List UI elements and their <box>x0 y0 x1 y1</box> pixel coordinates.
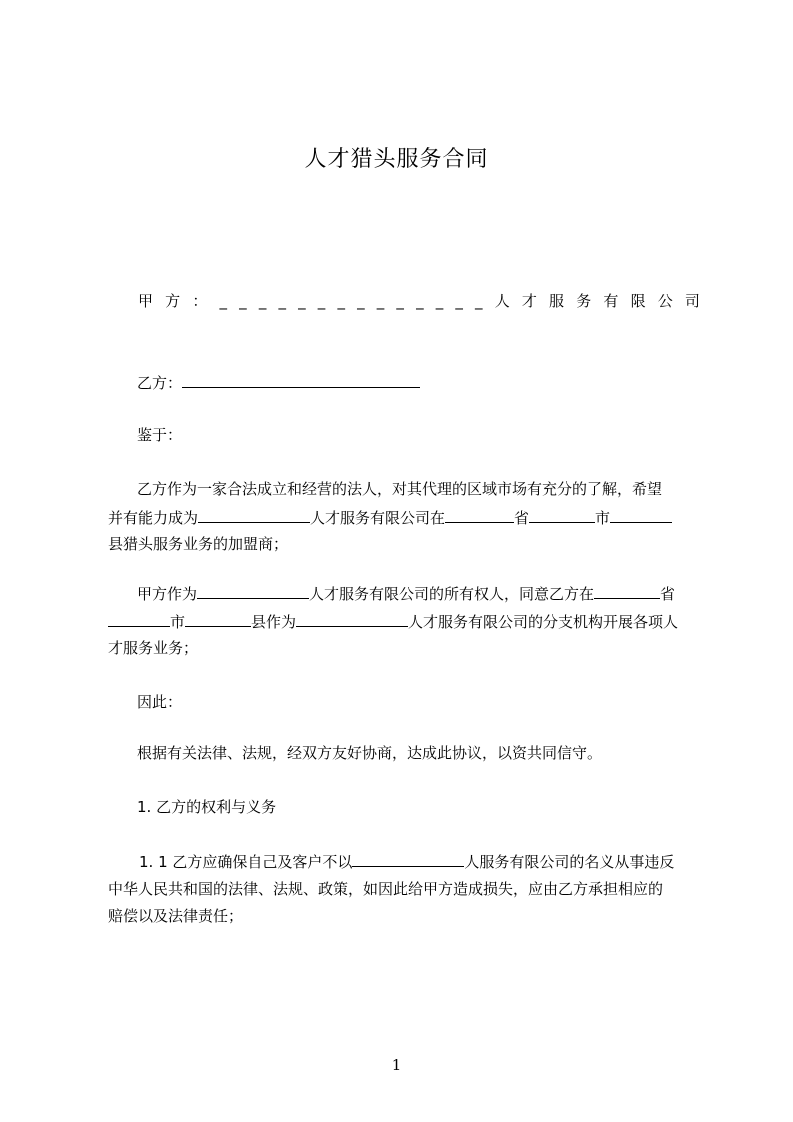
text-fragment: 省 <box>660 585 676 603</box>
section-1-heading: 1. 乙方的权利与义务 <box>137 798 277 816</box>
text-fragment: 并有能力成为 <box>108 509 199 527</box>
party-a-char: 有 <box>603 292 619 310</box>
text-fragment: 省 <box>514 509 530 527</box>
party-a-blank-char: _ <box>219 292 228 310</box>
whereas-heading: 鉴于： <box>137 426 183 444</box>
party-a-blank-char: _ <box>376 292 385 310</box>
party-a-blank-char: _ <box>455 292 463 310</box>
party-a-blank-char: _ <box>278 292 286 310</box>
paragraph-2-line-2 <box>108 611 678 632</box>
paragraph-1-line-1: 乙方作为一家合法成立和经营的法人，对其代理的区域市场有充分的了解，希望 <box>137 480 663 498</box>
province-blank <box>445 507 514 523</box>
party-a-char: 才 <box>521 292 537 310</box>
party-a-blank-char: _ <box>298 292 306 310</box>
party-a-blank-char: _ <box>317 292 326 310</box>
paragraph-1-line-3: 县猎头服务业务的加盟商； <box>108 535 289 553</box>
party-b-blank <box>182 372 420 388</box>
text-fragment: 县作为 <box>251 613 297 631</box>
county-blank <box>610 507 672 523</box>
party-a-blank-char: _ <box>396 292 404 310</box>
party-a-blank-char: _ <box>435 292 444 310</box>
text-fragment: 人才服务有限公司的所有权人，同意乙方在 <box>309 585 595 603</box>
party-a-char: 司 <box>684 292 700 310</box>
company-name-blank <box>352 851 464 867</box>
party-a-char: 人 <box>494 292 510 310</box>
party-a-blank-char: _ <box>239 292 247 310</box>
text-fragment: 市 <box>595 509 611 527</box>
agreement-statement: 根据有关法律、法规，经双方友好协商，达成此协议，以资共同信守。 <box>137 744 603 762</box>
text-fragment: 1. 1 乙方应确保自己及客户不以 <box>139 853 353 871</box>
document-title: 人才猎头服务合同 <box>304 147 489 172</box>
party-a-char: ： <box>192 292 208 310</box>
party-a-char: 甲 <box>138 292 154 310</box>
text-fragment: 人服务有限公司的名义从事违反 <box>464 853 675 871</box>
therefore-heading: 因此： <box>137 693 183 711</box>
party-b-line <box>137 372 420 393</box>
party-a-blank-char: _ <box>357 292 365 310</box>
paragraph-1-line-2 <box>108 507 672 528</box>
party-a-line <box>138 291 700 311</box>
party-a-blank-char: _ <box>258 292 267 310</box>
party-a-blank-char: _ <box>337 292 345 310</box>
paragraph-2-line-3: 才服务业务； <box>108 639 199 657</box>
county-blank <box>185 611 251 627</box>
text-fragment: 甲方作为 <box>137 585 198 603</box>
clause-1-1-line-1 <box>139 851 674 872</box>
city-blank <box>108 611 170 627</box>
party-a-char: 限 <box>630 292 646 310</box>
clause-1-1-line-3: 赔偿以及法律责任； <box>108 907 244 925</box>
company-name-blank <box>198 507 310 523</box>
company-name-blank <box>197 583 309 599</box>
text-fragment: 市 <box>170 613 186 631</box>
city-blank <box>529 507 595 523</box>
party-b-label: 乙方： <box>137 374 183 392</box>
party-a-char: 方 <box>165 292 181 310</box>
clause-1-1-line-2: 中华人民共和国的法律、法规、政策，如因此给甲方造成损失，应由乙方承担相应的 <box>108 880 664 898</box>
party-a-char: 公 <box>657 292 673 310</box>
party-a-char: 服 <box>549 292 565 310</box>
party-a-blank-char: _ <box>475 292 483 310</box>
page-number: 1 <box>391 1056 402 1074</box>
province-blank <box>594 583 660 599</box>
text-fragment: 人才服务有限公司在 <box>310 509 446 527</box>
party-a-char: 务 <box>576 292 592 310</box>
text-fragment: 人才服务有限公司的分支机构开展各项人 <box>408 613 679 631</box>
paragraph-2-line-1 <box>137 583 675 604</box>
company-name-blank <box>296 611 408 627</box>
party-a-blank-char: _ <box>416 292 424 310</box>
